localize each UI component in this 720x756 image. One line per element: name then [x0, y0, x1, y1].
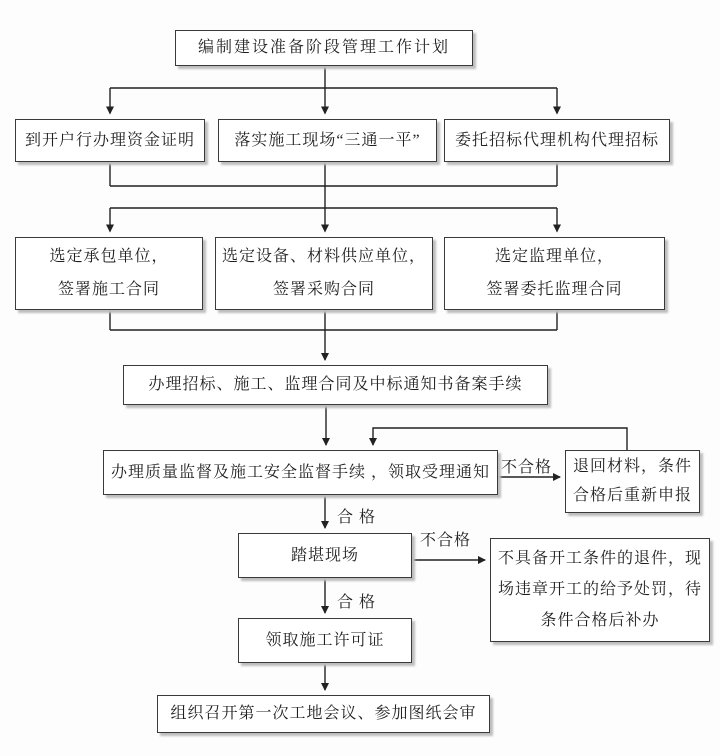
node-return-materials-line1: 退回材料，条件	[572, 458, 692, 475]
edge-label-fail-1: 不合格	[501, 459, 553, 476]
node-site-ready-text: 落实施工现场“三通一平”	[234, 131, 421, 149]
node-fund-proof	[15, 119, 205, 162]
node-supervisor-line1: 选定监理单位，	[494, 248, 614, 265]
node-plan-text: 编制建设准备阶段管理工作计划	[197, 39, 450, 56]
node-permit	[238, 618, 412, 663]
node-bid-agency-text: 委托招标代理机构代理招标	[454, 131, 659, 149]
node-plan	[175, 30, 473, 66]
node-return-materials	[565, 450, 700, 513]
node-contractor-line2: 签署施工合同	[57, 281, 160, 298]
node-contractor	[15, 237, 203, 310]
edge-label-fail-2: 不合格	[420, 532, 472, 549]
node-supplier	[215, 237, 433, 310]
node-contractor-line1: 选定承包单位，	[49, 248, 169, 265]
node-bid-agency	[444, 119, 670, 162]
node-first-meeting-text: 组织召开第一次工地会议、参加图纸会审	[170, 705, 477, 722]
node-permit-text: 领取施工许可证	[265, 631, 385, 649]
node-filing-text: 办理招标、施工、监理合同及中标通知书备案手续	[148, 376, 523, 393]
edge-label-pass-1: 合 格	[337, 509, 377, 526]
edge-label-pass-2: 合 格	[337, 594, 377, 611]
node-reject-penalty-line3: 条件合格后补办	[540, 612, 660, 629]
node-supervisor-line2: 签署委托监理合同	[486, 281, 623, 298]
node-filing	[123, 365, 548, 405]
node-fund-proof-text: 到开户行办理资金证明	[24, 131, 195, 149]
node-supplier-line1: 选定设备、材料供应单位，	[221, 248, 426, 265]
edge-return-feedback	[373, 428, 627, 450]
node-site-survey-text: 踏堪现场	[290, 546, 359, 564]
node-reject-penalty-line2: 场违章开工的给予处罚，待	[497, 581, 702, 598]
node-quality-safety	[103, 450, 498, 495]
node-supervisor	[444, 237, 665, 310]
node-first-meeting	[157, 695, 490, 733]
node-quality-safety-text: 办理质量监督及施工安全监督手续 ，领取受理通知	[110, 463, 490, 481]
node-reject-penalty-line1: 不具备开工条件的退件，现	[497, 550, 702, 567]
node-return-materials-line2: 合格后重新申报	[572, 487, 692, 504]
node-site-survey	[238, 533, 412, 578]
node-supplier-line2: 签署采购合同	[272, 281, 375, 298]
node-reject-penalty	[490, 538, 710, 642]
node-site-ready	[218, 119, 437, 162]
